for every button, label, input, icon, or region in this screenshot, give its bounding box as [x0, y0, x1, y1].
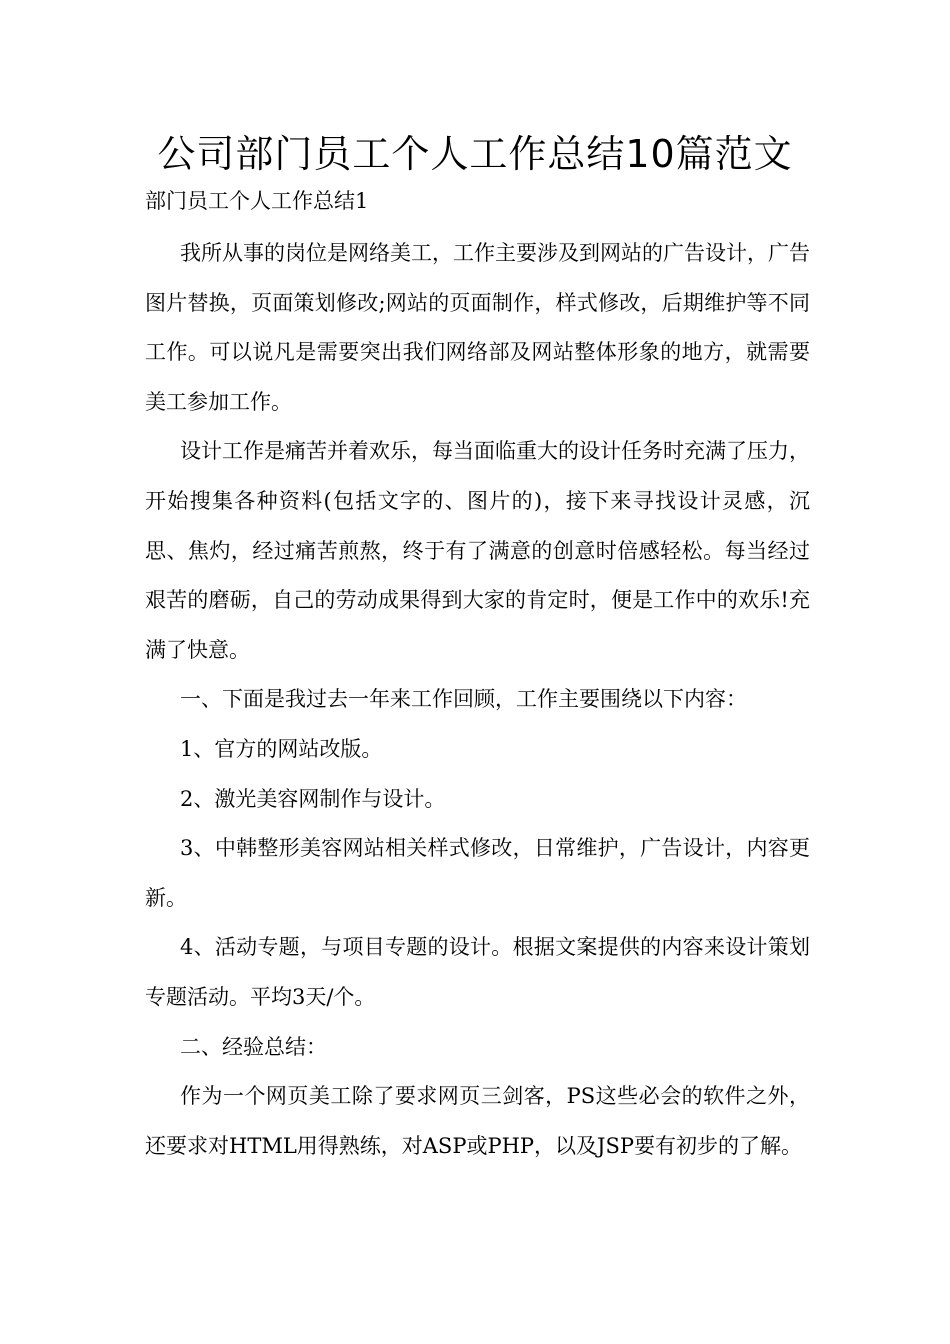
- paragraph-experience-heading: 二、经验总结：: [180, 1034, 327, 1059]
- paragraph-design-work: 设计工作是痛苦并着欢乐，每当面临重大的设计任务时充满了压力，开始搜集各种资料(包括文字的、图片的)，接下来寻找设计灵感，沉思、焦灼，经过痛苦煎熬，终于有了满意的创意时倍感轻松。每当经过艰苦的磨砺，自己的劳动成果得到大家的肯定时，便是工作中的欢乐!充满了快意。: [145, 439, 810, 662]
- section-subtitle: 部门员工个人工作总结1: [145, 189, 369, 213]
- paragraph-review-heading: 一、下面是我过去一年来工作回顾，工作主要围绕以下内容：: [180, 687, 747, 712]
- list-item: 3、中韩整形美容网站相关样式修改，日常维护，广告设计，内容更新。: [145, 836, 810, 910]
- document-title: 公司部门员工个人工作总结10篇范文: [157, 132, 793, 176]
- paragraph-intro-role: 我所从事的岗位是网络美工，工作主要涉及到网站的广告设计，广告图片替换，页面策划修改;网站的页面制作，样式修改，后期维护等不同工作。可以说凡是需要突出我们网络部及网站整体形象的地方，就需要美工参加工作。: [145, 241, 810, 414]
- list-item: 1、官方的网站改版。: [180, 736, 383, 761]
- list-item: 2、激光美容网制作与设计。: [180, 786, 446, 811]
- document-body: [145, 229, 810, 1171]
- paragraph-experience: 作为一个网页美工除了要求网页三剑客，PS这些必会的软件之外，还要求对HTML用得熟练，对ASP或PHP，以及JSP要有初步的了解。: [145, 1084, 810, 1158]
- list-item: 4、活动专题，与项目专题的设计。根据文案提供的内容来设计策划专题活动。平均3天/个。: [145, 935, 810, 1009]
